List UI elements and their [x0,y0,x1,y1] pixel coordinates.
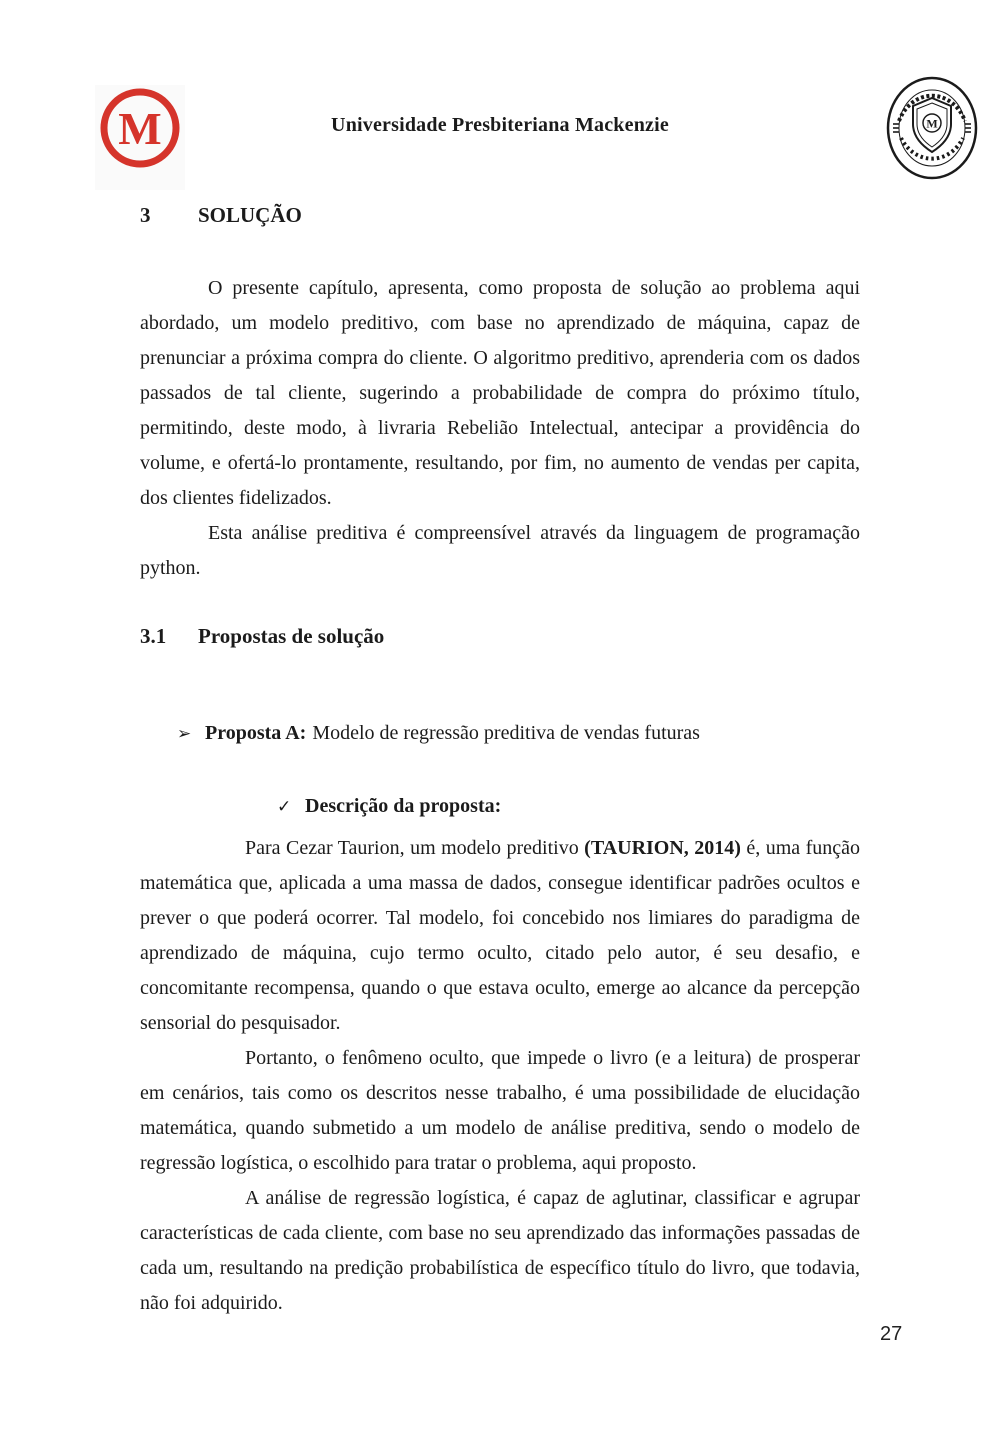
header-title: Universidade Presbiteriana Mackenzie [331,114,669,136]
descricao-label: Descrição da proposta: [305,795,502,817]
section-title: SOLUÇÃO [198,203,302,227]
arrow-bullet-icon: ➢ [177,724,192,744]
section-number: 3 [140,203,151,227]
seal-letter: M [926,116,938,131]
paragraph-taurion [140,831,860,1041]
subsection-title: Propostas de solução [198,624,385,648]
subsection-number: 3.1 [140,624,167,648]
proposta-a-text: Modelo de regressão preditiva de vendas futuras [312,722,700,744]
paragraph-portanto: Portanto, o fenômeno oculto, que impede o livro (e a leitura) de prosperar em cenários, tais como os descritos nesse trabalho, é uma possibilidade de elucidação matemática, quando submetido a um modelo de análise preditiva, sendo o modelo de regressão logística, o escolhido para tratar o problema, aqui proposto. [140,1047,860,1174]
mackenzie-logo [95,85,185,190]
section-heading [140,203,860,227]
mackenzie-logo-icon [95,85,185,190]
check-bullet-icon: ✓ [277,797,292,817]
paragraph-taurion-start: Para Cezar Taurion, um modelo preditivo [245,837,585,859]
document-content [140,203,860,1321]
subsection-heading [140,624,860,648]
logo-letter: M [118,103,162,154]
proposta-a-label: Proposta A: [205,722,307,744]
descricao-bullet [140,794,860,819]
page-header [0,0,1000,185]
university-seal-icon [885,76,979,182]
page-number: 27 [880,1323,903,1345]
citation-taurion: (TAURION, 2014) [584,837,741,859]
paragraph-analise: A análise de regressão logística, é capaz de aglutinar, classificar e agrupar características de cada cliente, com base no seu aprendizado das informações passadas de cada um, resultando na predição probabilística de específico título do livro, que todavia, não foi adquirido. [140,1187,860,1314]
proposta-a-bullet [140,721,860,746]
paragraph-intro-2: Esta análise preditiva é compreensível através da linguagem de programação python. [140,522,860,579]
paragraph-intro-1: O presente capítulo, apresenta, como proposta de solução ao problema aqui abordado, um modelo preditivo, com base no aprendizado de máquina, capaz de prenunciar a próxima compra do cliente. O algoritmo preditivo, aprenderia com os dados passados de tal cliente, sugerindo a probabilidade de compra do próximo título, permitindo, deste modo, à livraria Rebelião Intelectual, antecipar a providência do volume, e ofertá-lo prontamente, resultando, por fim, no aumento de vendas per capita, dos clientes fidelizados. [140,277,860,509]
paragraph-taurion-end: é, uma função matemática que, aplicada a uma massa de dados, consegue identificar padrões ocultos e prever o que poderá ocorrer. Tal modelo, foi concebido nos limiares do paradigma de aprendizado de máquina, cujo termo oculto, citado pelo autor, é seu desafio, e concomitante recompensa, quando o que estava oculto, emerge ao alcance da percepção sensorial do pesquisador. [140,837,860,1034]
